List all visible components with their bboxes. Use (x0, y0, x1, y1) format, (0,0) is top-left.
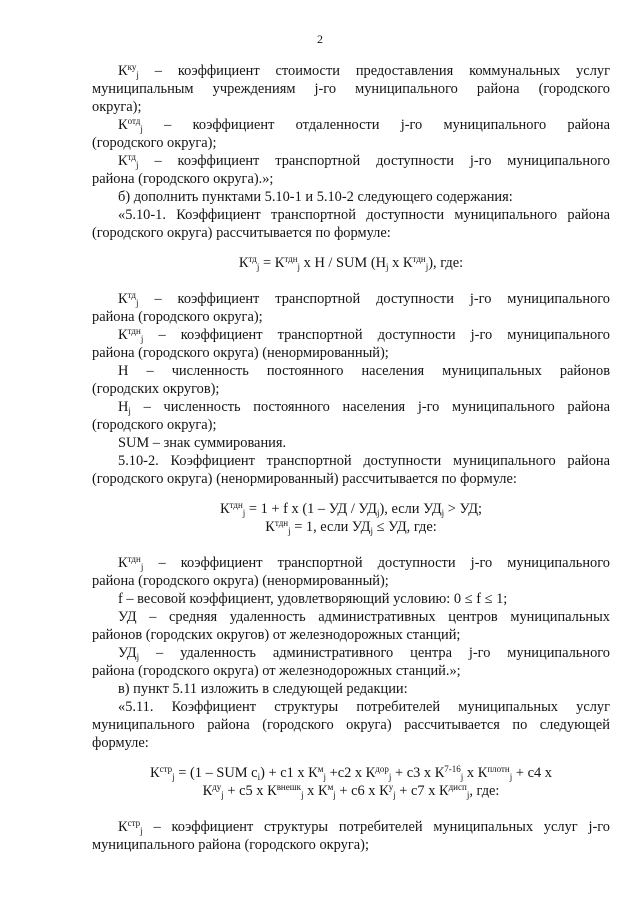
text-line: (городского округа) (ненормированный) рассчитывается по формуле: (92, 471, 517, 487)
page-number: 2 (317, 32, 323, 46)
text-line: $К^{ку}_j$ – коэффициент стоимости предоставления коммунальных услуг (118, 62, 610, 80)
text-line: «5.10-1. Коэффициент транспортной доступности муниципального района (118, 207, 610, 223)
symbol: $Н_j$ (118, 399, 131, 416)
formula-line: $К^{стр}_j = (1$ – SUM $с_i) + с1$ х $К^м_j +с2$ х $К^{дор}_j + с3$ х $К^{7-16}_j$ х $К^{плотн}_j + с4$ х (150, 764, 552, 782)
symbol: $К^{тд}_j$ (118, 290, 139, 308)
text-line: районов (городских округов) от железнодорожных станций; (92, 627, 461, 643)
text-line: района (городского округа) (ненормированный); (92, 573, 389, 589)
text-line: $К^{тд}_j$ – коэффициент транспортной доступности j-го муниципального (118, 152, 611, 170)
formula-line: $К^{тд}_j = К^{тдн}_j$ х Н / SUM ($Н_j$ х $К^{тдн}_j$), где: (238, 254, 464, 272)
text-line: района (городского округа) от железнодорожных станций.»; (92, 663, 461, 679)
text-line: Н – численность постоянного населения муниципальных районов (118, 363, 610, 379)
symbol: $К^{стр}_j$ (118, 818, 143, 836)
text-line: муниципального района (городского округа) рассчитывается по следующей (92, 717, 610, 733)
formula-line: $К^{тдн}_j = 1$, если $УД_j$ ≤ УД, где: (265, 518, 437, 536)
symbol: $К^{отд}_j$ (118, 116, 143, 134)
text-line: $К^{отд}_j$ – коэффициент отдаленности j-го муниципального района (118, 116, 610, 134)
text-line: (городского округа) рассчитывается по формуле: (92, 225, 391, 241)
text-line: округа); (92, 99, 142, 115)
symbol: $К^{тдн}_j$ (118, 326, 144, 344)
text-line: формуле: (92, 735, 149, 751)
text-line: f – весовой коэффициент, удовлетворяющий условию: 0 ≤ f ≤ 1; (118, 591, 508, 607)
text-line: «5.11. Коэффициент структуры потребителей муниципальных услуг (118, 699, 610, 715)
text-line: $К^{стр}_j$ – коэффициент структуры потребителей муниципальных услуг j-го (118, 818, 610, 836)
text-line: $Н_j$ – численность постоянного населения j-го муниципального района (118, 399, 610, 416)
symbol: $К^{ку}_j$ (118, 62, 139, 80)
text-line: $УД_j$ – удаленность административного центра j-го муниципального (118, 645, 610, 662)
text-line: (городского округа); (92, 417, 217, 433)
formula-line: $К^{ду}_j + с5$ х $К^{внешк}_j$ х $К^м_j + с6$ х $К^у_j + с7$ х $К^{дисп}_j$, где: (202, 782, 500, 800)
text-line: района (городского округа); (92, 309, 263, 325)
symbol: $К^{тдн}_j$ (118, 554, 144, 572)
text-line: 5.10-2. Коэффициент транспортной доступности муниципального района (118, 453, 610, 469)
symbol: $К^{тд}_j$ (118, 152, 139, 170)
formula-line: $К^{тдн}_j = 1 + f$ х (1 – УД / $УД_j$), если $УД_j$ > УД; (219, 500, 483, 518)
text-line: $К^{тд}_j$ – коэффициент транспортной доступности j-го муниципального (118, 290, 611, 308)
text-line: $К^{тдн}_j$ – коэффициент транспортной доступности j-го муниципального (118, 326, 610, 344)
text-line: района (городского округа).»; (92, 171, 274, 187)
text-line: муниципальным учреждениям j-го муниципального района (городского (92, 81, 610, 97)
text-line: $К^{тдн}_j$ – коэффициент транспортной доступности j-го муниципального (118, 554, 610, 572)
text-line: района (городского округа) (ненормированный); (92, 345, 389, 361)
text-line: б) дополнить пунктами 5.10-1 и 5.10-2 следующего содержания: (118, 189, 513, 205)
symbol: $УД_j$ (118, 645, 140, 662)
text-line: SUM – знак суммирования. (118, 435, 287, 451)
text-line: (городского округа); (92, 135, 217, 151)
text-line: (городских округов); (92, 381, 220, 397)
text-line: УД – средняя удаленность административных центров муниципальных (118, 609, 610, 625)
text-line: в) пункт 5.11 изложить в следующей редакции: (118, 681, 408, 697)
text-line: муниципального района (городского округа); (92, 837, 369, 853)
